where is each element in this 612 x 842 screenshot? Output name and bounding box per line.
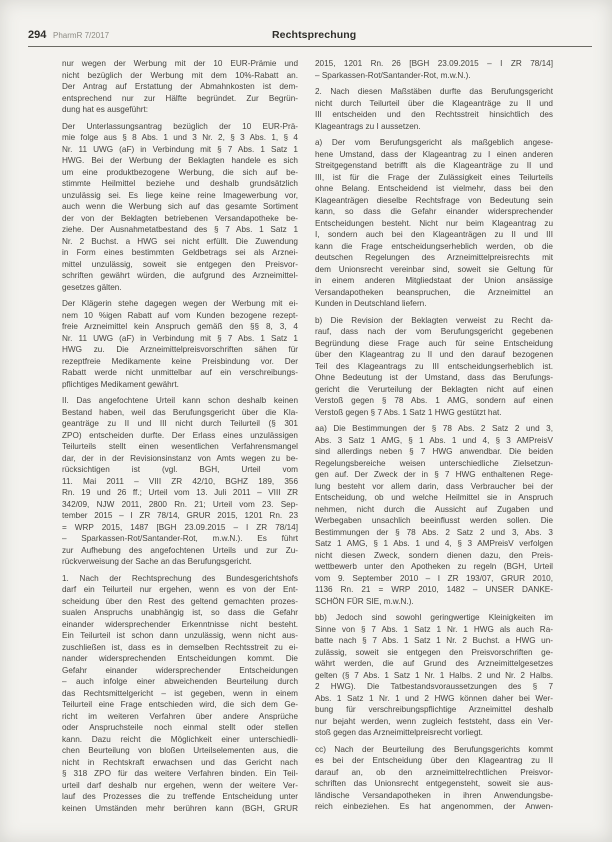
text-line: III entscheiden und den Rechtsstreit hinsichtlich des — [315, 110, 553, 119]
text-line: Kunden in Deutschland liefern. — [315, 299, 427, 308]
text-line: kann die Frage entscheidungserheblich werden, ob die — [315, 241, 553, 251]
text-line: nur wegen der Werbung mit der 10 EUR-Prämie und — [62, 59, 298, 68]
text-line: geanträge zu II und III nicht durch Teilurteil (§ 301 — [62, 419, 298, 428]
paragraph — [315, 58, 553, 81]
text-line: Verstoß gegen § 7 Abs. 1 Satz 1 HWG gestützt hat. — [315, 407, 502, 417]
column-right — [315, 58, 553, 824]
text-line: cc) Nach der Beurteilung des Berufungsgerichts kommt — [315, 744, 553, 754]
text-line: urteil darf deshalb nur ergehen, wenn der weitere Ver- — [62, 780, 298, 790]
text-line: keinen Umständen mehr berühren kann (BGH, GRUR — [62, 803, 298, 813]
paragraph — [62, 121, 298, 294]
text-line: oder Anspruchsteile noch einmal stellt oder stellen — [62, 723, 298, 732]
text-line: Ohne Bedeutung ist der Umstand, dass das Berufungs- — [315, 373, 553, 382]
text-line: HWG zu. Die Arzneimittelpreisvorschriften sähen für — [62, 345, 298, 354]
text-line: dar, der in der Revisionsinstanz von Amts wegen zu be- — [62, 453, 298, 463]
text-line: schriften das Unionsrecht entgegensteht, soweit sie aus- — [315, 779, 553, 788]
text-line: Der Klägerin stehe dagegen wegen der Werbung mit ei- — [62, 299, 298, 308]
journal-issue: PharmR 7/2017 — [53, 31, 110, 40]
text-line: nander widersprechenden Entscheidungen kommt. Die — [62, 654, 298, 663]
text-line: Bestimmungen der § 78 Abs. 2 Satz 2 und 3, Abs. 3 — [315, 527, 553, 537]
text-line: auch wenn die Werbung sich auf das gesamte Sortiment — [62, 202, 298, 211]
text-line: Ein Teilurteil ist schon dann unzulässig, wenn nicht aus- — [62, 631, 298, 640]
text-line: 1. Nach der Rechtsprechung des Bundesgerichtshofs — [62, 573, 298, 583]
text-line: unzulässig sei. Es liege keine reine Imagewerbung vor, — [62, 190, 298, 200]
text-line: Gefahr einander widersprechender Entscheidungen — [62, 665, 298, 675]
text-line: 11. Mai 2011 – VIII ZR 42/10, BGHZ 189, 356 — [62, 476, 298, 486]
text-line: um eine produktbezogene Werbung, die sich auf be- — [62, 167, 298, 177]
text-line: Satz 1 AMG, § 1 Abs. 1 und 4, § 3 AMPreisV verfolgen — [315, 539, 553, 548]
text-line: bung für verschreibungspflichtige Arzneimittel deshalb — [315, 705, 553, 714]
text-line: zuschließen ist, dass es in demselben Rechtsstreit zu ei- — [62, 642, 298, 652]
text-line: nicht durch Teilurteil über die Klageanträge zu II und — [315, 98, 553, 108]
text-line: Sinne von § 7 Abs. 1 Satz 1 Nr. 1 HWG als auch Ra- — [315, 624, 553, 634]
header-rule — [28, 46, 592, 47]
text-line: Bestand haben, weil das Berufungsgericht über die Kla- — [62, 407, 298, 417]
paragraph — [62, 298, 298, 390]
text-line: Teil des Klageantrags zu III entscheidungserheblich ist. — [315, 361, 553, 371]
text-line: in einem anderen Mitgliedstaat der Union ansässige — [315, 276, 553, 285]
text-line: stoß gegen das Arzneimittelpreisrecht vorliegt. — [315, 728, 483, 737]
text-line: es bei der Entscheidung über den Klageantrag zu II — [315, 756, 553, 765]
section-title: Rechtsprechung — [272, 29, 357, 41]
text-line: dem Unionsrecht vereinbar sind, soweit sie Geltung für — [315, 264, 553, 274]
text-line: zulässig, soweit sie entgegen den Preisvorschriften ge- — [315, 647, 553, 657]
text-line: I, sondern auch bei den Klageanträgen zu II und III — [315, 230, 553, 239]
text-line: nicht bezüglich der Werbung mit dem 10%-Rabatt an. — [62, 70, 298, 80]
text-line: in Form eines bestimmten Geldbetrags sei als Arznei- — [62, 248, 298, 257]
text-line: stimmte Heilmittel beziehe und deshalb grundsätzlich — [62, 179, 298, 188]
text-line: sind allerdings neben § 7 HWG anwendbar. Die beiden — [315, 447, 553, 456]
text-line: a) Der vom Berufungsgericht als maßgeblich angese- — [315, 138, 553, 147]
text-line: = WRP 2015, 1487 [BGH 23.09.2015 – I ZR 78/14] — [62, 522, 298, 532]
text-line: ZPO) entscheiden durfte. Der Erlass eines unzulässigen — [62, 430, 298, 440]
text-line: der von der Beklagten betriebenen Versandapotheke be- — [62, 213, 298, 223]
text-line: Versandapotheken beanspruchen, die Arzneimittel an — [315, 287, 553, 297]
text-line: wettbewerb unter den Apotheken zu regeln (BGH, Urteil — [315, 562, 553, 571]
paragraph — [315, 315, 553, 419]
page-number: 294 — [28, 29, 47, 41]
text-line: nicht in Rechtskraft erwachsen und das Gericht nach — [62, 757, 298, 767]
text-line: – auch infolge einer abweichenden Beurteilung durch — [62, 677, 298, 686]
text-line: freie Arzneimittel kein Anspruch gemäß den §§ 8, 3, 4 — [62, 322, 298, 331]
text-line: kann. Dazu reicht die Möglichkeit einer unterschiedli- — [62, 734, 298, 744]
text-line: kann, so dass die Gefahr einander widersprechender — [315, 207, 553, 216]
text-line: 2 HWG). Die Tatbestandsvoraussetzungen des § 7 — [315, 682, 553, 691]
text-line: hene Umstand, dass der Klageantrag zu I einen anderen — [315, 149, 553, 159]
text-line: Nr. 2 Buchst. a HWG sei nicht erfüllt. Die Zuwendung — [62, 236, 298, 246]
running-header — [28, 26, 592, 46]
text-line: lung besteht vor allem darin, dass Verbraucher bei der — [315, 481, 553, 491]
paragraph — [315, 744, 553, 813]
text-line: Entscheidungen besteht. Nicht nur beim Klageantrag zu — [315, 218, 553, 228]
text-line: ländische Versandapotheken in ihren Anwendungsbe- — [315, 790, 553, 800]
text-line: 2015, 1201 Rn. 26 [BGH 23.09.2015 – I ZR 78/14] — [315, 59, 553, 68]
text-line: nur bejaht werden, wenn zugleich feststeht, dass ein Ver- — [315, 716, 553, 726]
text-line: 1136 Rn. 21 = WRP 2010, 1482 – UNSER DANKE- — [315, 585, 553, 594]
text-line: Nr. 11 UWG (aF) in Verbindung mit § 7 Abs. 1 Satz 1 — [62, 333, 298, 343]
text-line: bb) Jedoch sind sowohl geringwertige Kleinigkeiten im — [315, 613, 553, 622]
text-line: vom 9. September 2010 – I ZR 193/07, GRUR 2010, — [315, 573, 553, 583]
text-line: deutschen Regelungen des Arzneimittelpreisrechts mit — [315, 253, 553, 262]
text-line: schriften gewährt würden, die aufgrund des Arzneimittel- — [62, 271, 298, 280]
text-line: § 318 ZPO für das weitere Verfahren binden. Ein Teil- — [62, 769, 298, 778]
text-line: gesetzes gälten. — [62, 282, 122, 292]
text-line: darauf an, ob den arzneimittelrechtlichen Preisvor- — [315, 767, 553, 777]
text-line: 2. Nach diesen Maßstäben durfte das Berufungsgericht — [315, 87, 553, 96]
text-line: Rabatt werde nicht unmittelbar auf ein verschreibungs- — [62, 368, 298, 377]
text-line: aa) Die Bestimmungen der § 78 Abs. 2 Satz 2 und 3, — [315, 424, 553, 433]
text-line: b) Die Revision der Beklagten verweist zu Recht da- — [315, 315, 553, 325]
text-line: Verstoß gegen § 78 Abs. 1 AMG, sondern auf einen — [315, 396, 553, 405]
text-line: mie folge aus § 8 Abs. 1 und 3 Nr. 2, § 3 Abs. 1, § 4 — [62, 133, 298, 142]
text-line: einander widersprechender Erkenntnisse nicht besteht. — [62, 619, 298, 629]
text-line: Klageantrags zu I aussetzen. — [315, 121, 421, 131]
text-line: Teilurteil eine Frage entschieden wird, die sich dem Ge- — [62, 700, 298, 709]
paragraph — [315, 137, 553, 310]
text-line: III, ist für die Frage der Zulässigkeit eines Teilurteils — [315, 172, 553, 182]
text-line: Abs. 1 Satz 1 Nr. 1 und 2 HWG können daher bei Wer- — [315, 693, 553, 703]
text-line: Regelungsbereiche weisen unterschiedliche Zielsetzun- — [315, 458, 553, 468]
text-line: Nr. 11 UWG (aF) in Verbindung mit § 7 Abs. 1 Satz 1 — [62, 144, 298, 154]
text-line: mittel unzulässig, soweit sie entgegen den Preisvor- — [62, 259, 298, 269]
text-line: Klageanträgen dieselbe Rechtsfrage von Bedeutung sein — [315, 195, 553, 205]
paragraph — [62, 573, 298, 815]
paragraph — [315, 612, 553, 739]
text-line: Rn. 19 und 26 ff.; Urteil vom 13. Juli 2011 – VIII ZR — [62, 488, 298, 497]
text-line: sualen Anspruchs unabhängig ist, so dass die Gefahr — [62, 608, 298, 617]
text-line: 342/09, NJW 2011, 2800 Rn. 21; Urteil vom 23. Sep- — [62, 499, 298, 509]
text-line: ohne Belang. Entscheidend ist vielmehr, dass bei den — [315, 184, 553, 193]
paragraph — [62, 395, 298, 568]
text-line: Entscheidung, ob und welche Heilmittel sie in Anspruch — [315, 493, 553, 502]
paragraph — [315, 423, 553, 607]
text-line: rückverweisung der Sache an das Berufungsgericht. — [62, 557, 252, 566]
text-line: darf ein Teilurteil nur ergehen, wenn es von der Ent- — [62, 585, 298, 594]
text-line: nem 10 %igen Rabatt auf vom Kunden bezogene rezept- — [62, 310, 298, 320]
text-line: ziehe. Der Ausnahmetatbestand des § 7 Abs. 1 Satz 1 — [62, 225, 298, 234]
text-line: nehmen, nicht durch die Aussicht auf Zugaben und — [315, 504, 553, 514]
text-line: zur Aufhebung des angefochtenen Urteils und zur Zu- — [62, 545, 298, 555]
text-line: scheidung über den Rest des geltend gemachten prozes- — [62, 596, 298, 606]
paragraph — [315, 86, 553, 132]
text-line: batte nach § 7 Abs. 1 Satz 1 Nr. 2 Buchst. a HWG un- — [315, 636, 553, 645]
text-line: Teilurteils stellt einen wesentlichen Verfahrensmangel — [62, 442, 298, 451]
text-line: Streitgegenstand betrifft als die Klageanträge zu II und — [315, 161, 553, 170]
paragraph — [62, 58, 298, 116]
text-line: gen auf. Der Zweck der in § 7 HWG enthaltenen Rege- — [315, 470, 553, 479]
text-line: pflichtiges Medikament gewährt. — [62, 379, 179, 389]
column-left — [62, 58, 298, 824]
text-line: über den Klageantrag zu II und den darauf bezogenen — [315, 350, 553, 359]
text-line: Begründung diese Frage auch für seine Entscheidung — [315, 338, 553, 348]
text-line: HWG. Bei der Werbung der Beklagten handele es sich — [62, 156, 298, 165]
text-line: Werbegaben unsachlich beeinflusst werden sollen. Die — [315, 516, 553, 525]
text-line: richt im weiteren Verfahren über andere Ansprüche — [62, 711, 298, 721]
text-line: das Rechtsmittelgericht – ist gegeben, wenn in einem — [62, 688, 298, 698]
text-line: Der Antrag auf Erstattung der Abmahnkosten ist dem- — [62, 82, 298, 91]
text-line: – Sparkassen-Rot/Santander-Rot, m.w.N.). — [315, 70, 471, 80]
text-line: lauf des Prozesses die zu treffende Entscheidung unter — [62, 792, 298, 801]
text-line: – Sparkassen-Rot/Santander-Rot, m.w.N.). Es führt — [62, 534, 298, 543]
text-line: II. Das angefochtene Urteil kann schon deshalb keinen — [62, 396, 298, 405]
text-line: chen Beurteilung von bloßen Urteilselementen aus, die — [62, 746, 298, 755]
text-line: gericht die Verurteilung der Beklagten nicht auf einen — [315, 384, 553, 394]
text-line: rauf, dass nach der vom Berufungsgericht gegebenen — [315, 327, 553, 336]
text-line: rücksichtigen ist (vgl. BGH, Urteil vom — [62, 465, 298, 474]
text-line: Der Unterlassungsantrag bezüglich der 10 EUR-Prä- — [62, 121, 298, 131]
text-line: nicht diesen Zweck, sondern dienen dazu, den Preis- — [315, 550, 553, 560]
text-line: entsprechend nur zur Hälfte begründet. Zur Begrün- — [62, 93, 298, 103]
text-line: währt werden, die auf Grund des Arzneimittelgesetzes — [315, 659, 553, 668]
text-line: SCHÖN FÜR SIE, m.w.N.). — [315, 596, 414, 606]
text-line: rezeptfreie Medikamente keine Preisbindung vor. Der — [62, 356, 298, 366]
text-line: Abs. 3 Satz 1 AMG, § 1 Abs. 1 und 4, § 3 AMPreisV — [315, 435, 553, 445]
text-line: reich einbeziehen. Es hat angenommen, der Anwen- — [315, 802, 553, 811]
text-line: dung hat es ausgeführt: — [62, 105, 149, 114]
text-line: tember 2015 – I ZR 78/14, GRUR 2015, 1201 Rn. 23 — [62, 511, 298, 520]
text-line: gelten (§ 7 Abs. 1 Satz 1 Nr. 1 Halbs. 2 und Nr. 2 Halbs. — [315, 670, 553, 680]
